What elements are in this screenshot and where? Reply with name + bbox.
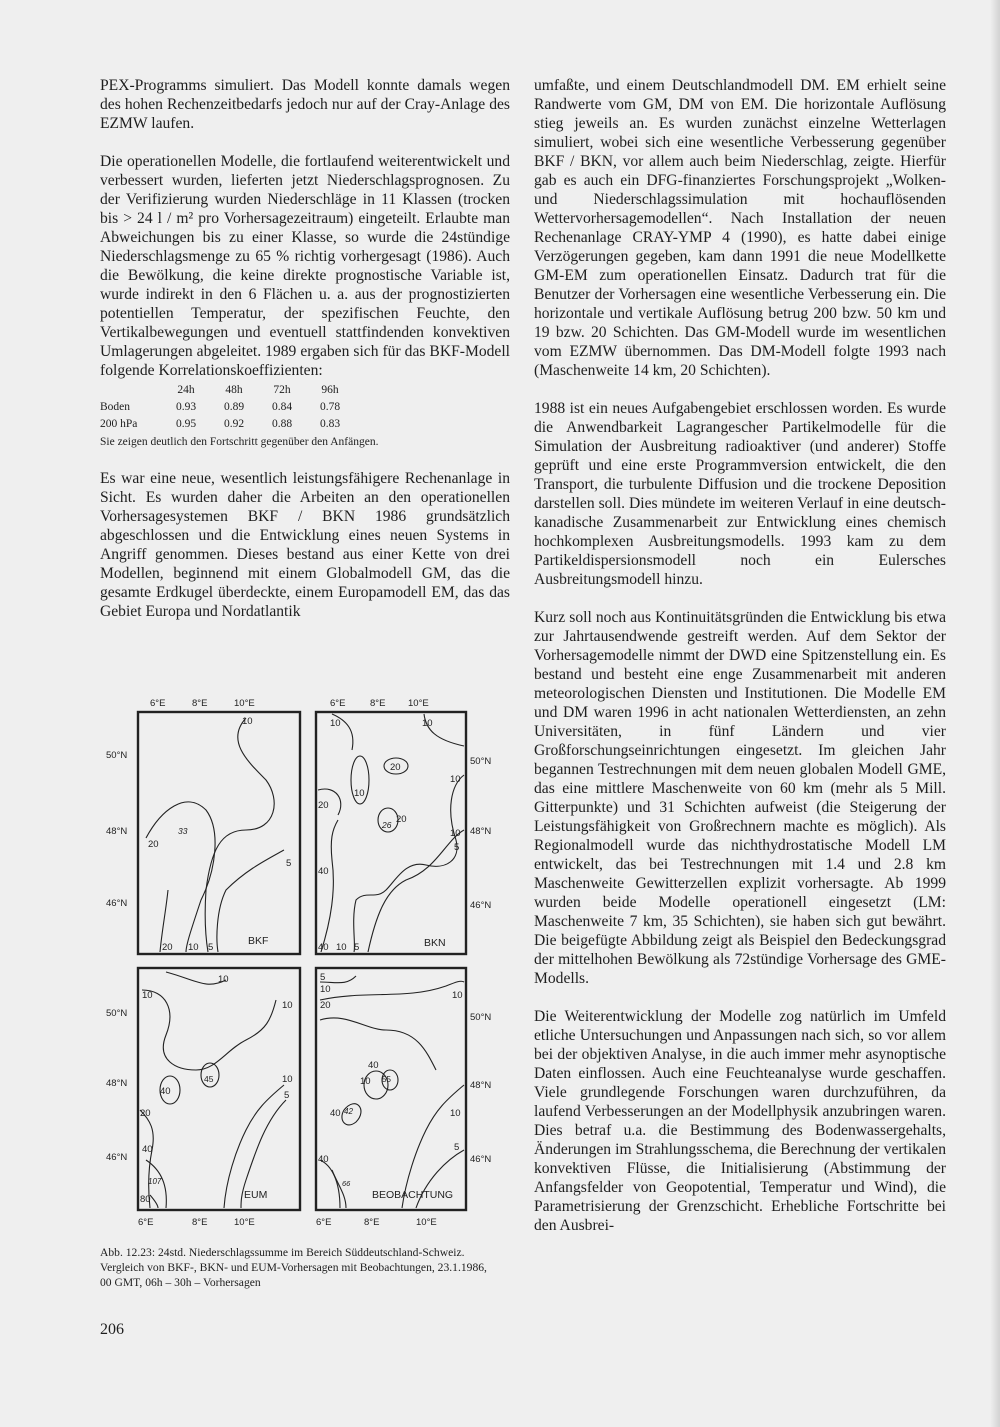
lon-label: 8°E	[192, 698, 208, 709]
left-column	[100, 76, 510, 640]
contour-label: 10	[360, 1076, 371, 1087]
table-cell: 0.78	[319, 401, 341, 413]
table-cell: 0.84	[271, 401, 293, 413]
lon-label: 6°E	[150, 698, 166, 709]
contour-label: 5	[284, 1090, 290, 1101]
contour-label: 10	[242, 716, 253, 727]
contour-label: 5	[454, 1142, 460, 1153]
lon-label: 8°E	[364, 1217, 380, 1228]
figure-caption: Abb. 12.23: 24std. Niederschlagssumme im Bereich Süddeutschland-Schweiz. Vergleich von BKF-, BKN- und EUM-Vorhersagen mit Beobachtungen, 23.1.1986, 00 GMT, 06h – 30h – Vorhersagen	[100, 1246, 487, 1289]
contour-label: 26	[382, 820, 392, 830]
table-header-cell: 72h	[273, 384, 291, 396]
contour-label: 40	[142, 1144, 153, 1155]
row-label: 200 hPa	[100, 418, 138, 430]
row-label: Boden	[100, 401, 131, 413]
table-header-row	[100, 382, 354, 399]
table-cell: 0.95	[175, 418, 197, 430]
lon-label: 10°E	[408, 698, 429, 709]
table-cell: 0.89	[223, 401, 245, 413]
lat-label: 50°N	[106, 1008, 128, 1019]
table-cell: 0.83	[319, 418, 341, 430]
lat-label: 46°N	[106, 898, 128, 909]
lon-label: 10°E	[234, 698, 255, 709]
paragraph: Kurz soll noch aus Kontinuitätsgründen die Entwicklung bis etwa zur Jahrtausendwende gestreift werden. Auf dem Sektor der Vorhersagemodelle nimmt der DWD eine Spitzenstellung ein. Es bestand und besteht eine enge Zusammenarbeit mit anderen meteorologischen Diensten und Institutionen. Die Modelle EM und DM waren 1996 in acht nationalen Wetterdiensten, an zehn Universitäten, in fünf Ländern und vier Großforschungseinrichtungen eingesetzt. Im gleichen Jahr begannen Testrechnungen mit dem neuen globalen Modell GME, das eine mittlere Maschenweite von 60 km (mehr als 5 Mill. Gitterpunkte) und 31 Schichten aufweist (die Steigerung der Leistungsfähigkeit von Großrechnern machte es möglich). Als Regionalmodell wurde das nichthydrostatische Modell LM entwickelt, das bei Testrechnungen mit 1.4 und 2.8 km Maschenweite Gewitterzellen explizit vorhersagte. Ab 1999 wurden beide Modelle operationell eingesetzt (LM: Maschenweite 7 km, 35 Schichten), sie haben sich gut bewährt. Die beigefügte Abbildung zeigt als Beispiel den Bedeckungsgrad der mittelhohen Bewölkung als 72stündige Vorhersage des GME-Modells.	[534, 609, 946, 987]
lat-label: 50°N	[470, 1012, 492, 1023]
right-column	[534, 76, 946, 1254]
contour-label: 10	[336, 942, 347, 953]
lat-label: 48°N	[470, 826, 492, 837]
bkf-contours	[146, 718, 284, 952]
contour-label: 5	[354, 942, 360, 953]
contour-label: 10	[188, 942, 199, 953]
panel-name: BKF	[248, 935, 269, 947]
lon-label: 10°E	[234, 1217, 255, 1228]
correlation-table	[100, 382, 354, 433]
lon-label: 6°E	[138, 1217, 154, 1228]
panel-name: BKN	[424, 937, 446, 949]
map-frame-beobachtung	[316, 968, 466, 1210]
paragraph: umfaßte, und einem Deutschlandmodell DM. EM erhielt seine Randwerte vom GM, DM von EM. Die horizontale Auflösung stieg jeweils an. Es wurden zunächst einzelne Wetterlagen simuliert, wobei sich eine wesentliche Verbesserung gegenüber BKF / BKN, vor allem auch beim Niederschlag, zeigte. Hierfür gab es auch ein DFG-finanziertes Forschungsprojekt „Wolken- und Niederschlagssimulation mit hochauflösenden Wettervorhersagemodellen“. Nach Installation der neuen Rechenanlage CRAY-YMP 4 (1990), es hatte dabei einige Verzögerungen gegeben, kam dann 1991 die neue Modellkette GM-EM zum operationellen Einsatz. Dadurch trat für die Benutzer der Vorhersagen eine wesentliche Verbesserung ein. Die horizontale und vertikale Auflösung betrug 200 bzw. 50 km und 19 bzw. 20 Schichten. Das GM-Modell wurde im wesentlichen vom EZMW übernommen. Das DM-Modell folgte 1993 nach (Maschenweite 14 km, 20 Schichten).	[534, 77, 946, 379]
paragraph: Es war eine neue, wesentlich leistungsfähigere Rechenanlage in Sicht. Es wurden daher die Arbeiten an den operationellen Vorhersagesystemen BKF / BKN 1986 grundsätzlich abgeschlossen und die Entwicklung eines neuen Systems in Angriff genommen. Dieses bestand aus einer Kette von drei Modellen, beginnend mit einem Globalmodell GM, das die gesamte Erdkugel überdeckte, einem Europamodell EM, das das Gebiet Europa und Nordatlantik	[100, 470, 510, 620]
contour-label: 10	[354, 788, 365, 799]
contour-label: 80	[140, 1194, 151, 1205]
beobachtung-contours	[320, 976, 464, 1208]
table-header-cell: 96h	[321, 384, 339, 396]
contour-label: 10	[282, 1074, 293, 1085]
contour-label: 40	[330, 1108, 341, 1119]
contour-label: 20	[140, 1108, 151, 1119]
lon-label: 6°E	[330, 698, 346, 709]
map-frame-bkn	[316, 712, 466, 954]
contour-label: 40	[160, 1086, 171, 1097]
panel-name: EUM	[244, 1189, 268, 1201]
contour-label: 20	[320, 1000, 331, 1011]
lat-label: 48°N	[470, 1080, 492, 1091]
panel-name: BEOBACHTUNG	[372, 1189, 454, 1201]
lat-label: 50°N	[470, 756, 492, 767]
contour-label: 5	[454, 842, 460, 853]
contour-label: 10	[142, 990, 153, 1001]
precipitation-figure	[106, 690, 496, 1230]
paragraph: 1988 ist ein neues Aufgabengebiet erschlossen worden. Es wurde die Anwendbarkeit Lagrangescher Partikelmodelle für die Simulation der Ausbreitung radioaktiver (und anderer) Stoffe geprüft und eine erste Programmversion entwickelt, die den Transport, die turbulente Diffusion und die trockene Deposition darstellen soll. Dies mündete im weiteren Verlauf in eine deutsch-kanadische Zusammenarbeit zur Entwicklung eines chemisch hochkomplexen Ausbreitungsmodells. 1993 kam zu dem Partikeldispersionsmodell noch ein Eulersches Ausbreitungsmodell hinzu.	[534, 400, 946, 588]
table-note: Sie zeigen deutlich den Fortschritt gegenüber den Anfängen.	[100, 436, 379, 448]
lat-label: 46°N	[106, 1152, 128, 1163]
lat-label: 50°N	[106, 750, 128, 761]
contour-label: 20	[162, 942, 173, 953]
lat-label: 48°N	[106, 1078, 128, 1089]
contour-label: 33	[178, 826, 188, 836]
contour-label: 5	[208, 942, 214, 953]
lon-label: 8°E	[370, 698, 386, 709]
contour-label: 10	[450, 774, 461, 785]
contour-label: 55	[382, 1075, 391, 1084]
contour-label: 10	[282, 1000, 293, 1011]
bkn-contours	[318, 714, 464, 952]
contour-label: 10	[320, 984, 331, 995]
lat-label: 46°N	[470, 1154, 492, 1165]
contour-label: 66	[342, 1179, 351, 1188]
lon-label: 8°E	[192, 1217, 208, 1228]
table-cell: 0.92	[223, 418, 245, 430]
table-header-cell: 48h	[225, 384, 243, 396]
lon-label: 10°E	[416, 1217, 437, 1228]
lon-label: 6°E	[316, 1217, 332, 1228]
contour-label: 10	[330, 718, 341, 729]
contour-label: 10	[450, 1108, 461, 1119]
contour-label: 10	[452, 990, 463, 1001]
precipitation-maps	[106, 690, 496, 1230]
contour-label: 20	[390, 762, 401, 773]
contour-label: 20	[318, 800, 329, 811]
contour-label: 5	[320, 972, 326, 983]
paragraph: Die operationellen Modelle, die fortlaufend weiterentwickelt und verbessert wurden, lieferten jetzt Niederschlagsprognosen. Zu der Verifizierung wurden Niederschläge in 11 Klassen (trocken bis > 24 l / m² pro Vorhersagezeitraum) eingeteilt. Erlaubte man Abweichungen bis zu einer Klasse, so wurde die 24stündige Niederschlagsmenge zu 65 % richtig vorhergesagt (1986). Auch die Bewölkung, die keine direkte prognostische Variable ist, wurde indirekt in den 6 Flächen u. a. aus der prognostizierten potentiellen Temperatur, der spezifischen Feuchte, den Vertikalbewegungen und eventuell stattfindenden konvektiven Umlagerungen abgeleitet. 1989 ergaben sich für das BKF-Modell folgende Korrelationskoeffizienten:	[100, 153, 510, 379]
contour-label: 40	[318, 1154, 329, 1165]
contour-label: 40	[318, 866, 329, 877]
table-cell: 0.93	[175, 401, 197, 413]
contour-label: 10	[450, 828, 461, 839]
table-cell: 0.88	[271, 418, 293, 430]
paragraph: PEX-Programms simuliert. Das Modell konnte damals wegen des hohen Rechenzeitbedarfs jedoch nur auf der Cray-Anlage des EZMW laufen.	[100, 77, 510, 132]
contour-label: 20	[148, 839, 159, 850]
table-header-cell: 24h	[177, 384, 195, 396]
contour-label: 107	[148, 1177, 162, 1186]
contour-label: 45	[204, 1074, 214, 1084]
page-edge-shadow	[990, 0, 1000, 1427]
contour-label: 20	[396, 814, 407, 825]
paragraph: Die Weiterentwicklung der Modelle zog natürlich im Umfeld etliche Untersuchungen und Anpassungen nach sich, so vor allem bei der objektiven Analyse, in die auch immer mehr asynoptische Daten einflossen. Auch eine Feuchteanalyse wurde geschaffen. Viele grundlegende Forschungen waren durchzuführen, da laufend Verbesserungen an der Modellphysik anzubringen waren. Dies betraf u.a. die Bestimmung des Bodenwassergehalts, Änderungen im Strahlungsschema, die Berechnung der vertikalen konvektiven Flüsse, die Initialisierung (Abstimmung der Anfangsfelder von Geopotential, Temperatur und Wind), die Parametrisierung der Grenzschicht. Erhebliche Fortschritte bei den Ausbrei-	[534, 1008, 946, 1234]
map-frame-bkf	[138, 712, 300, 954]
contour-label: 10	[422, 718, 433, 729]
table-row	[100, 416, 354, 433]
page-number: 206	[100, 1321, 124, 1338]
contour-label: 5	[286, 858, 292, 869]
contour-label: 10	[218, 974, 229, 985]
contour-label: 40	[318, 942, 329, 953]
contour-label: 40	[368, 1060, 379, 1071]
lat-label: 46°N	[470, 900, 492, 911]
table-row	[100, 399, 354, 416]
lat-label: 48°N	[106, 826, 128, 837]
contour-label: 42	[344, 1107, 353, 1116]
